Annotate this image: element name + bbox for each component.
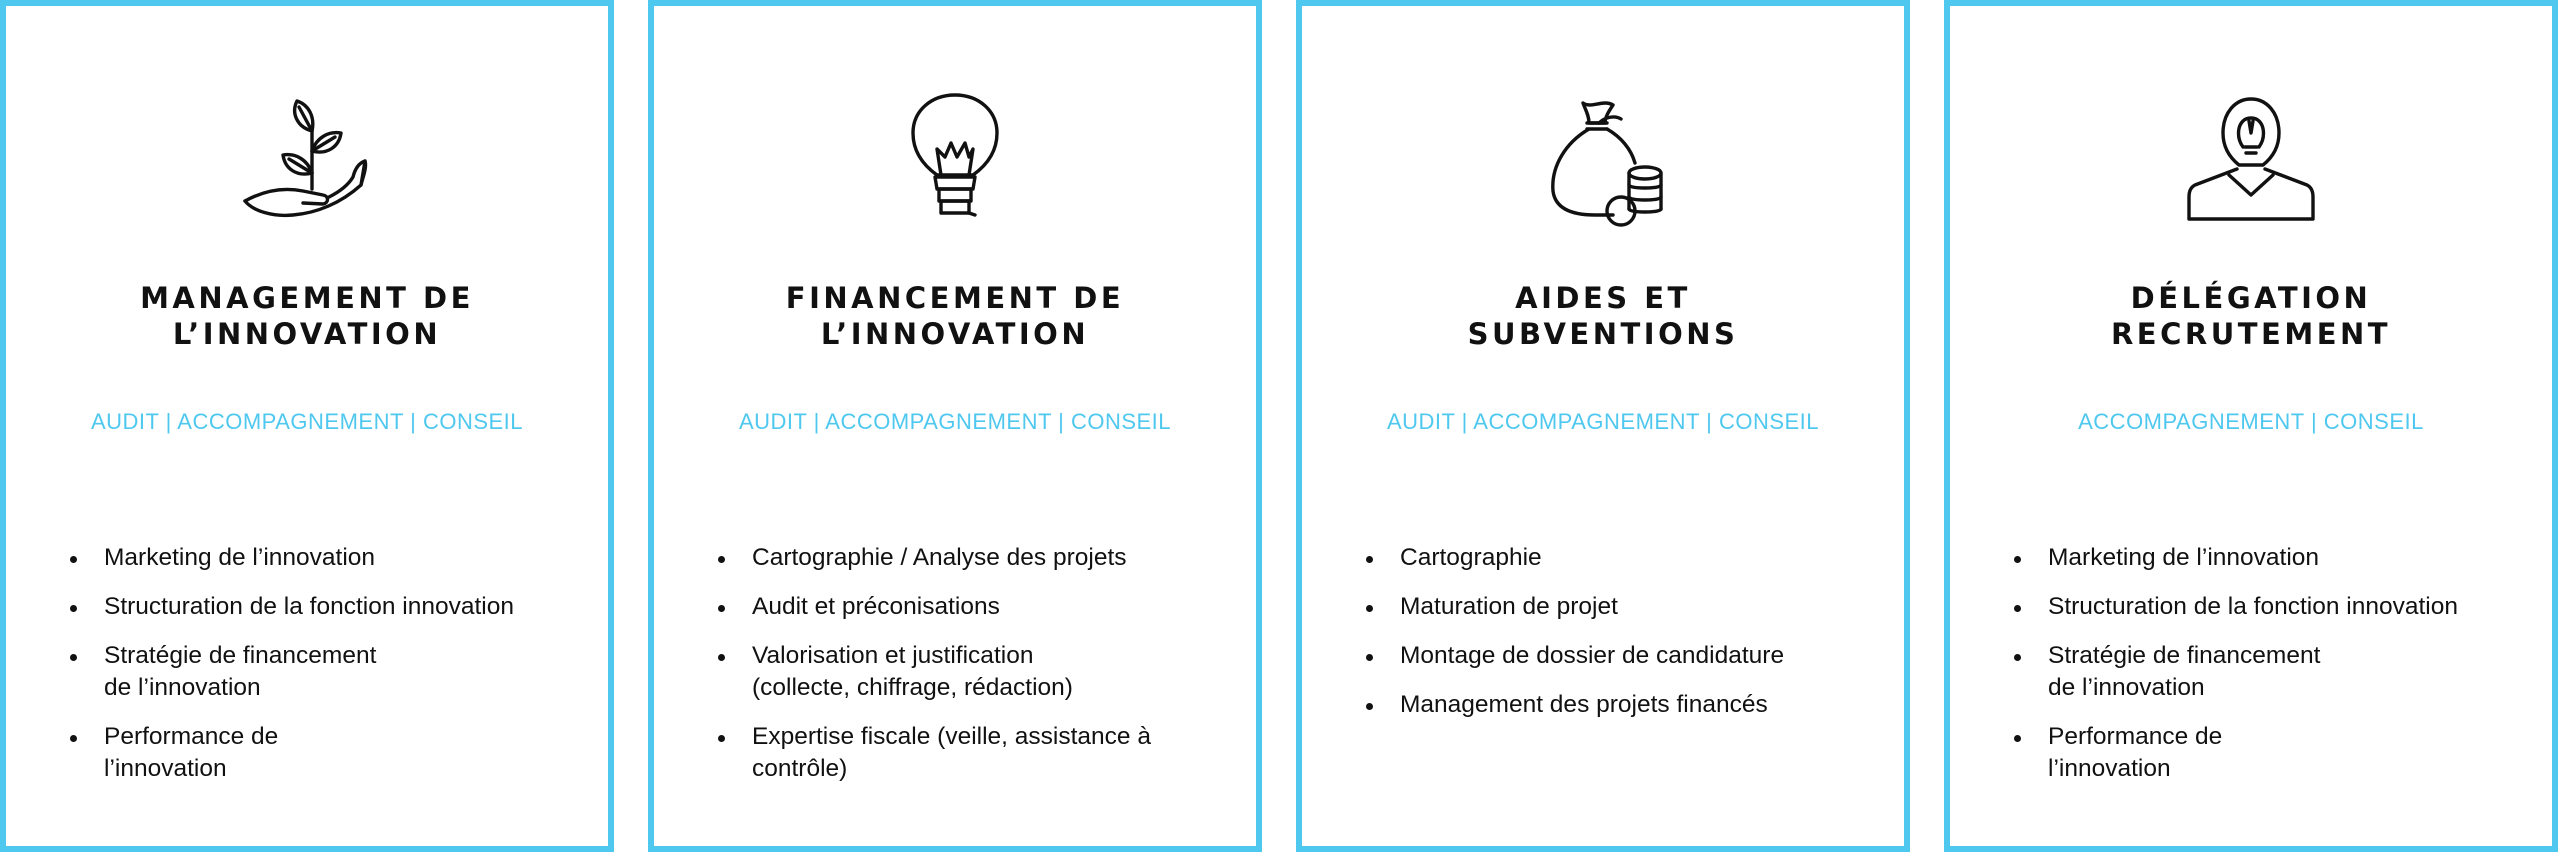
card-subtitle: ACCOMPAGNEMENT | CONSEIL [2078,409,2424,434]
card-title: FINANCEMENT DE L’INNOVATION [785,281,1125,351]
list-item: Stratégie de financement de l’innovation [64,640,594,704]
list-item: Cartographie [1360,542,1890,574]
card-list [1360,542,1890,738]
card-delegation-recrutement [1944,0,2558,852]
card-management-innovation [0,0,614,852]
list-item: Expertise fiscale (veille, assistance à contrôle) [712,721,1242,785]
card-title: MANAGEMENT DE L’INNOVATION [140,281,474,351]
list-item: Performance de l’innovation [64,721,594,785]
card-subtitle: AUDIT | ACCOMPAGNEMENT | CONSEIL [90,409,524,434]
card-subtitle: AUDIT | ACCOMPAGNEMENT | CONSEIL [1386,409,1820,434]
list-item: Performance de l’innovation [2008,721,2538,785]
card-title: DÉLÉGATION RECRUTEMENT [2110,281,2392,351]
list-item: Montage de dossier de candidature [1360,640,1890,672]
list-item: Management des projets financés [1360,689,1890,721]
list-item: Stratégie de financement de l’innovation [2008,640,2538,704]
person-lightbulb-icon [1950,91,2552,231]
card-subtitle: AUDIT | ACCOMPAGNEMENT | CONSEIL [738,409,1172,434]
list-item: Valorisation et justification (collecte, chiffrage, rédaction) [712,640,1242,704]
card-financement-innovation [648,0,1262,852]
list-item: Cartographie / Analyse des projets [712,542,1242,574]
card-list [712,542,1242,802]
plant-in-hand-icon [6,91,608,231]
money-bag-coins-icon [1302,91,1904,231]
list-item: Marketing de l’innovation [64,542,594,574]
list-item: Structuration de la fonction innovation [2008,591,2538,623]
list-item: Structuration de la fonction innovation [64,591,594,623]
list-item: Marketing de l’innovation [2008,542,2538,574]
list-item: Maturation de projet [1360,591,1890,623]
card-list [2008,542,2538,802]
card-aides-subventions [1296,0,1910,852]
card-list [64,542,594,802]
list-item: Audit et préconisations [712,591,1242,623]
card-title: AIDES ET SUBVENTIONS [1467,281,1739,351]
lightbulb-icon [654,91,1256,231]
